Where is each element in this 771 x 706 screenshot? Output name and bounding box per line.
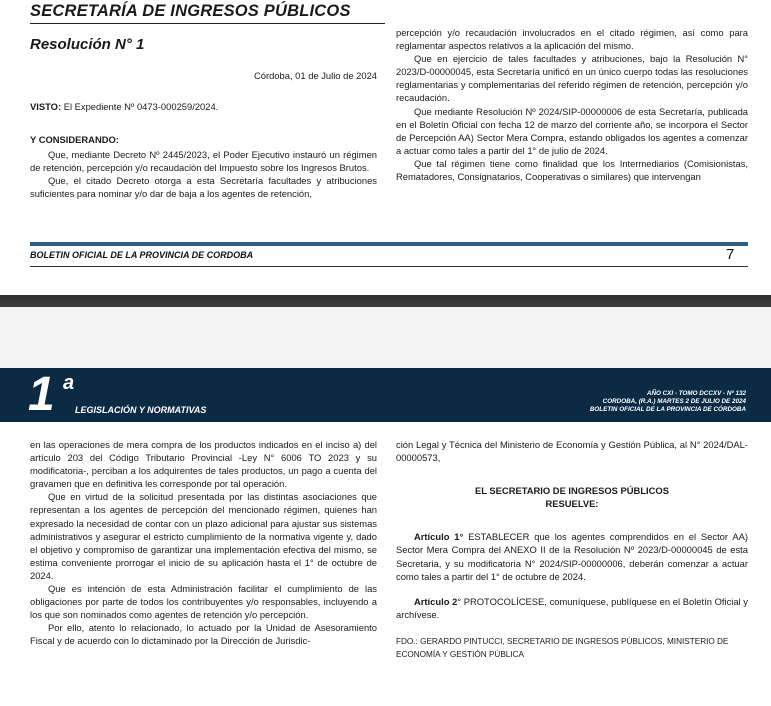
date-line: Córdoba, 01 de Julio de 2024: [253, 70, 377, 81]
section-title: SECRETARÍA DE INGRESOS PÚBLICOS: [30, 2, 385, 24]
resolution-heading-resuelve: RESUELVE:: [545, 498, 599, 510]
visto-label: VISTO:: [30, 101, 62, 112]
paragraph: Que, el citado Decreto otorga a esta Secretaría facultades y atribuciones suficientes para nominar y/o dar de baja a los agentes de retención,: [30, 175, 377, 200]
paragraph: Que mediante Resolución Nº 2024/SIP-00000006 de esta Secretaría, publicada en el Boletín Oficial con fecha 12 de marzo del corriente año, se incorpora el Sector de Percepción AA) Sector Mera Compra, estando obligados los agentes a comenzar a actuar como tales a partir del 1° de julio de 2024.: [396, 105, 748, 156]
paragraph: Que en virtud de la solicitud presentada por las distintas asociaciones que representan a los agentes de percepción del mencionado régimen, quienes han expresado la necesidad de contar con un plazo adicional para ajustar sus sistemas administrativos y asegurar el estricto cumplimiento de la normativa vigente y, dado el objetivo y compromiso de garantizar una implementación efectiva del mismo, se estima conveniente prorrogar el inicio de su aplicación hasta el 1° de octubre de 2024.: [30, 491, 377, 581]
page-seven: [0, 0, 771, 295]
paragraph: Que, mediante Decreto Nº 2445/2023, el Poder Ejecutivo instauró un régimen de retención, percepción y/o recaudación del Impuesto sobre los Ingresos Brutos.: [30, 149, 377, 174]
page-eight: [0, 368, 771, 706]
section-number: 1: [28, 368, 55, 421]
footer-bar: [30, 242, 748, 246]
signature-block: FDO.: GERARDO PINTUCCI, SECRETARIO DE INGRESOS PÚBLICOS, MINISTERIO DE ECONOMÍA Y GESTIÓN PÚBLICA: [396, 636, 729, 659]
visto-line: [30, 101, 218, 112]
footer-divider: [30, 266, 748, 267]
paragraph-continuation: ción Legal y Técnica del Ministerio de Economía y Gestión Pública, al N° 2024/DAL-00000573,: [396, 439, 748, 464]
left-column-bottom: [30, 438, 377, 648]
article-one-text: ESTABLECER que los agentes comprendidos en el Sector AA) Sector Mera Compra del ANEXO II de la Resolución Nº 2023/D-00000045 de esta Secretaria, y su modificatoria N° 2024/SIP-00000006, deberán comenzar a actuar como tales a partir del 1° de octubre de 2024.: [396, 531, 748, 582]
paragraph: Por ello, atento lo relacionado, lo actuado por la Unidad de Asesoramiento Fiscal y de acuerdo con lo dictaminado por la Dirección de Jurisdic-: [30, 622, 377, 647]
paragraph: Que en ejercicio de tales facultades y atribuciones, bajo la Resolución N° 2023/D-00000045, esta Secretaría unificó en un único cuerpo todas las resoluciones reglamentarias y complementarias del referido régimen de retención, percepción y/o recaudación.: [396, 53, 748, 104]
page-number: 7: [726, 246, 735, 263]
resolution-heading: EL SECRETARIO DE INGRESOS PÚBLICOS: [475, 485, 669, 497]
issue-publication: BOLETIN OFICIAL DE LA PROVINCIA DE CÓRDOBA: [589, 405, 746, 413]
page-gap: [0, 295, 771, 368]
resolution-title: Resolución N° 1: [30, 36, 145, 53]
article-one: [396, 530, 748, 582]
paragraph-continuation: en las operaciones de mera compra de los productos indicados en el inciso a) del artículo 203 del Código Tributario Provincial -Ley N° 6006 TO 2023 y su modificatoria-, perciban a los adquirentes de tales productos, un pago a cuenta del gravamen que en definitiva les corresponde por tal operación.: [30, 439, 377, 490]
left-column-top: [30, 148, 377, 200]
issue-info: [590, 390, 746, 413]
page-header-banner: [0, 368, 771, 422]
article-two-label: Artículo 2: [414, 595, 458, 607]
section-superscript: a: [63, 372, 75, 394]
paragraph: Que es intención de esta Administración facilitar el cumplimiento de las obligaciones por parte de todos los contribuyentes y/o responsables, incluyendo a los que son nominados como agentes de retención y/o percepción.: [30, 583, 377, 621]
section-name: LEGISLACIÓN Y NORMATIVAS: [75, 405, 207, 415]
article-one-label: Artículo 1°: [414, 531, 464, 543]
paragraph-continuation: percepción y/o recaudación involucrados en el citado régimen, así como para reglamentar aspectos relativos a la aplicación del mismo.: [396, 27, 748, 52]
issue-volume: AÑO CXI - TOMO DCCXV - Nº 132: [646, 390, 746, 397]
right-column-top: [396, 26, 748, 183]
visto-text: El Expediente Nº 0473-000259/2024.: [61, 101, 219, 112]
right-column-bottom: [396, 438, 748, 661]
footer-publication-name: BOLETIN OFICIAL DE LA PROVINCIA DE CORDOBA: [30, 250, 254, 260]
article-two: [396, 595, 748, 621]
paragraph: Que tal régimen tiene como finalidad que los Intermediarios (Comisionistas, Rematadores, Consignatarios, Cooperativas o similares) que intervengan: [396, 157, 748, 183]
considerando-label: Y CONSIDERANDO:: [30, 134, 119, 145]
issue-date: CORDOBA, (R.A.) MARTES 2 DE JULIO DE 2024: [602, 397, 746, 405]
article-two-text: ° PROTOCOLÍCESE, comuníquese, publíquese en el Boletín Oficial y archívese.: [396, 595, 748, 620]
